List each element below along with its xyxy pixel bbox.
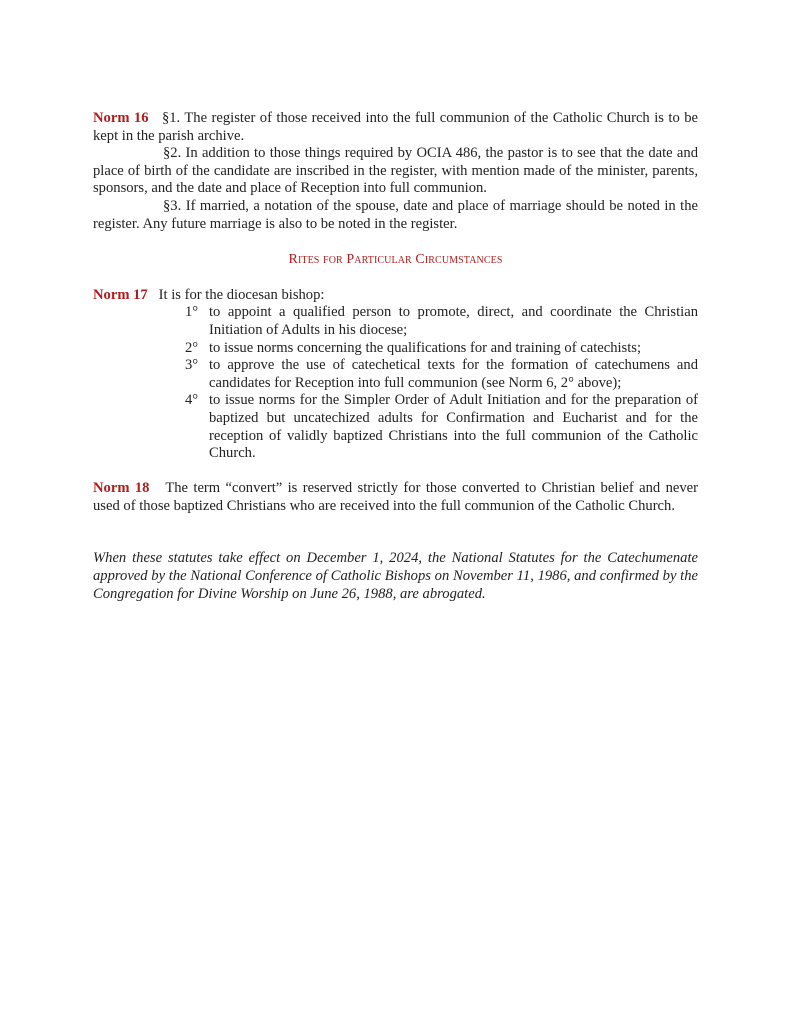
document-page [93, 110, 698, 603]
list-item [185, 340, 698, 358]
norm-17-intro: It is for the diocesan bishop: [158, 286, 325, 303]
norm-17-label: Norm 17 [93, 286, 148, 303]
list-item-number: 3° [185, 357, 199, 374]
spacer [93, 463, 698, 481]
list-item-text: to issue norms for the Simpler Order of Adult Initiation and for the preparation of baptized but uncatechized adults for Confirmation and Eucharist and for the reception of validly baptized Christians into the full communion of the Catholic Church. [209, 392, 698, 462]
norm-17-list [185, 304, 698, 462]
list-item-text: to appoint a qualified person to promote, direct, and coordinate the Christian Initiation of Adults in his diocese; [209, 304, 698, 338]
norm-18-text: The term “convert” is reserved strictly for those converted to Christian belief and never used of those baptized Christians who are received into the full communion of the Catholic Church. [93, 480, 698, 514]
list-item [185, 392, 698, 462]
list-item-text: to approve the use of catechetical texts for the formation of catechumens and candidates for Reception into full communion (see Norm 6, 2° above); [209, 357, 698, 391]
list-item-number: 4° [185, 392, 199, 409]
norm-16-section-2: §2. In addition to those things required by OCIA 486, the pastor is to see that the date and place of birth of the candidate are inscribed in the register, with mention made of the minister, parents, sponsors, and the date and place of Reception into full communion. [93, 145, 698, 197]
list-item [185, 357, 698, 392]
section-heading: Rites for Particular Circumstances [288, 252, 503, 268]
list-item-number: 2° [185, 339, 199, 356]
spacer [93, 515, 698, 550]
norm-17-intro-line [93, 287, 698, 305]
list-item-text: to issue norms concerning the qualifications for and training of catechists; [209, 339, 642, 356]
norm-16-label: Norm 16 [93, 110, 149, 126]
norm-18-label: Norm 18 [93, 480, 150, 497]
norm-16-section-1: §1. The register of those received into the full communion of the Catholic Church is to be kept in the parish archive. [93, 110, 698, 144]
norm-17 [93, 287, 698, 463]
norm-16 [93, 110, 698, 233]
norm-18-paragraph [93, 480, 698, 515]
list-item [185, 304, 698, 339]
list-item-number: 1° [185, 304, 199, 321]
norm-16-section-3: §3. If married, a notation of the spouse, date and place of marriage should be noted in the register. Any future marriage is also to be noted in the register. [93, 197, 698, 232]
norm-16-paragraph-1 [93, 110, 698, 145]
closing-note: When these statutes take effect on December 1, 2024, the National Statutes for the Catechumenate approved by the National Conference of Catholic Bishops on November 11, 1986, and confirmed by the Congregation for Divine Worship on June 26, 1988, are abrogated. [93, 550, 698, 602]
norm-18 [93, 480, 698, 515]
